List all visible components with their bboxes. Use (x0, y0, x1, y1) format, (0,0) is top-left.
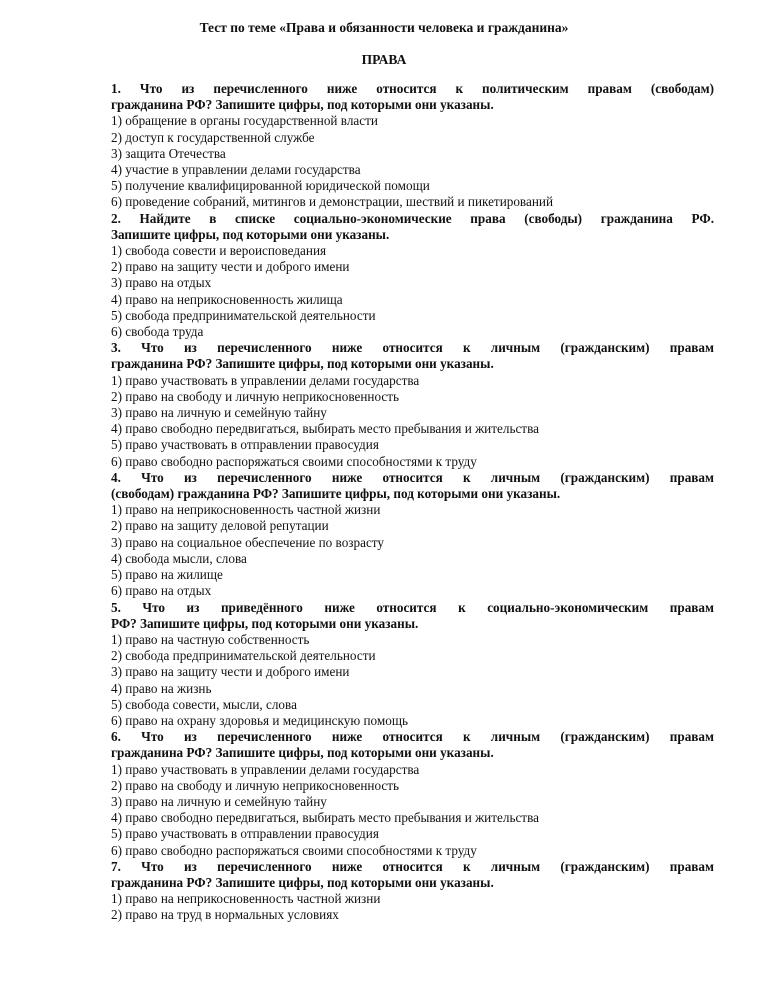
answer-option: 1) свобода совести и вероисповедания (111, 243, 327, 259)
section-title: ПРАВА (361, 52, 407, 67)
answer-option: 2) право на труд в нормальных условиях (111, 907, 339, 923)
answer-option: 3) право на защиту чести и доброго имени (111, 664, 350, 680)
answer-option: 6) право на отдых (111, 583, 212, 599)
answer-option: 2) право на защиту чести и доброго имени (111, 259, 350, 275)
answer-option: 4) участие в управлении делами государства (111, 162, 361, 178)
question-line: гражданина РФ? Запишите цифры, под которыми они указаны. (111, 874, 494, 890)
question-line: гражданина РФ? Запишите цифры, под которыми они указаны. (111, 356, 494, 372)
answer-option: 6) право на охрану здоровья и медицинскую помощь (111, 712, 408, 728)
answer-option: 4) право на неприкосновенность жилища (111, 291, 343, 307)
question-5 (111, 600, 714, 730)
answer-option: 5) право участвовать в отправлении правосудия (111, 437, 379, 453)
answer-option: 5) право участвовать в отправлении правосудия (111, 826, 379, 842)
answer-options (111, 373, 714, 470)
answer-option: 5) свобода совести, мысли, слова (111, 696, 297, 712)
answer-option: 6) право свободно распоряжаться своими способностями к труду (111, 842, 477, 858)
answer-option: 1) обращение в органы государственной власти (111, 113, 378, 129)
question-text (111, 81, 714, 113)
answer-options (111, 502, 714, 599)
question-line: гражданина РФ? Запишите цифры, под которыми они указаны. (111, 745, 494, 761)
question-3 (111, 340, 714, 470)
answer-options (111, 113, 714, 210)
answer-option: 3) право на социальное обеспечение по возрасту (111, 534, 384, 550)
answer-options (111, 243, 714, 340)
answer-options (111, 891, 714, 923)
question-6 (111, 729, 714, 859)
question-text (111, 859, 714, 891)
question-line: РФ? Запишите цифры, под которыми они указаны. (111, 615, 419, 631)
answer-option: 3) право на личную и семейную тайну (111, 793, 327, 809)
answer-option: 6) свобода труда (111, 324, 204, 340)
question-line: 2. Найдите в списке социально-экономические права (свободы) гражданина РФ. (111, 210, 714, 226)
question-line: 5. Что из приведённого ниже относится к социально-экономическим правам (111, 599, 714, 615)
answer-option: 2) право на свободу и личную неприкосновенность (111, 777, 400, 793)
question-line: 6. Что из перечисленного ниже относится к личным (гражданским) правам (111, 729, 714, 745)
answer-option: 2) право на защиту деловой репутации (111, 518, 329, 534)
answer-option: 1) право на неприкосновенность частной жизни (111, 502, 381, 518)
answer-options (111, 762, 714, 859)
question-line: 7. Что из перечисленного ниже относится к личным (гражданским) правам (111, 858, 714, 874)
question-line: гражданина РФ? Запишите цифры, под которыми они указаны. (111, 97, 494, 113)
question-text (111, 340, 714, 372)
answer-option: 2) право на свободу и личную неприкосновенность (111, 388, 400, 404)
question-4 (111, 470, 714, 600)
answer-option: 2) доступ к государственной службе (111, 129, 315, 145)
question-1 (111, 81, 714, 211)
answer-option: 4) право свободно передвигаться, выбирать место пребывания и жительства (111, 810, 539, 826)
question-line: 4. Что из перечисленного ниже относится к личным (гражданским) правам (111, 469, 714, 485)
question-text (111, 211, 714, 243)
answer-option: 2) свобода предпринимательской деятельности (111, 648, 376, 664)
answer-option: 5) свобода предпринимательской деятельности (111, 307, 376, 323)
question-line: Запишите цифры, под которыми они указаны. (111, 226, 390, 242)
answer-options (111, 632, 714, 729)
answer-option: 6) право свободно распоряжаться своими способностями к труду (111, 453, 477, 469)
answer-option: 1) право на неприкосновенность частной жизни (111, 891, 381, 907)
answer-option: 1) право участвовать в управлении делами государства (111, 761, 420, 777)
question-text (111, 729, 714, 761)
answer-option: 3) защита Отечества (111, 145, 226, 161)
answer-option: 1) право участвовать в управлении делами государства (111, 372, 420, 388)
document-title: Тест по теме «Права и обязанности человека и гражданина» (199, 20, 569, 35)
question-text (111, 600, 714, 632)
answer-option: 5) получение квалифицированной юридической помощи (111, 178, 430, 194)
question-text (111, 470, 714, 502)
answer-option: 4) право свободно передвигаться, выбирать место пребывания и жительства (111, 421, 539, 437)
question-line: 1. Что из перечисленного ниже относится к политическим правам (свободам) (111, 81, 714, 96)
question-7 (111, 859, 714, 924)
answer-option: 6) проведение собраний, митингов и демонстрации, шествий и пикетирований (111, 194, 554, 210)
answer-option: 4) свобода мысли, слова (111, 550, 247, 566)
answer-option: 3) право на личную и семейную тайну (111, 405, 327, 421)
answer-option: 5) право на жилище (111, 567, 223, 583)
answer-option: 3) право на отдых (111, 275, 212, 291)
question-line: (свободам) гражданина РФ? Запишите цифры, под которыми они указаны. (111, 486, 561, 502)
question-2 (111, 211, 714, 341)
question-line: 3. Что из перечисленного ниже относится к личным (гражданским) правам (111, 340, 714, 356)
answer-option: 1) право на частную собственность (111, 631, 310, 647)
questions-list (111, 81, 714, 924)
answer-option: 4) право на жизнь (111, 680, 212, 696)
